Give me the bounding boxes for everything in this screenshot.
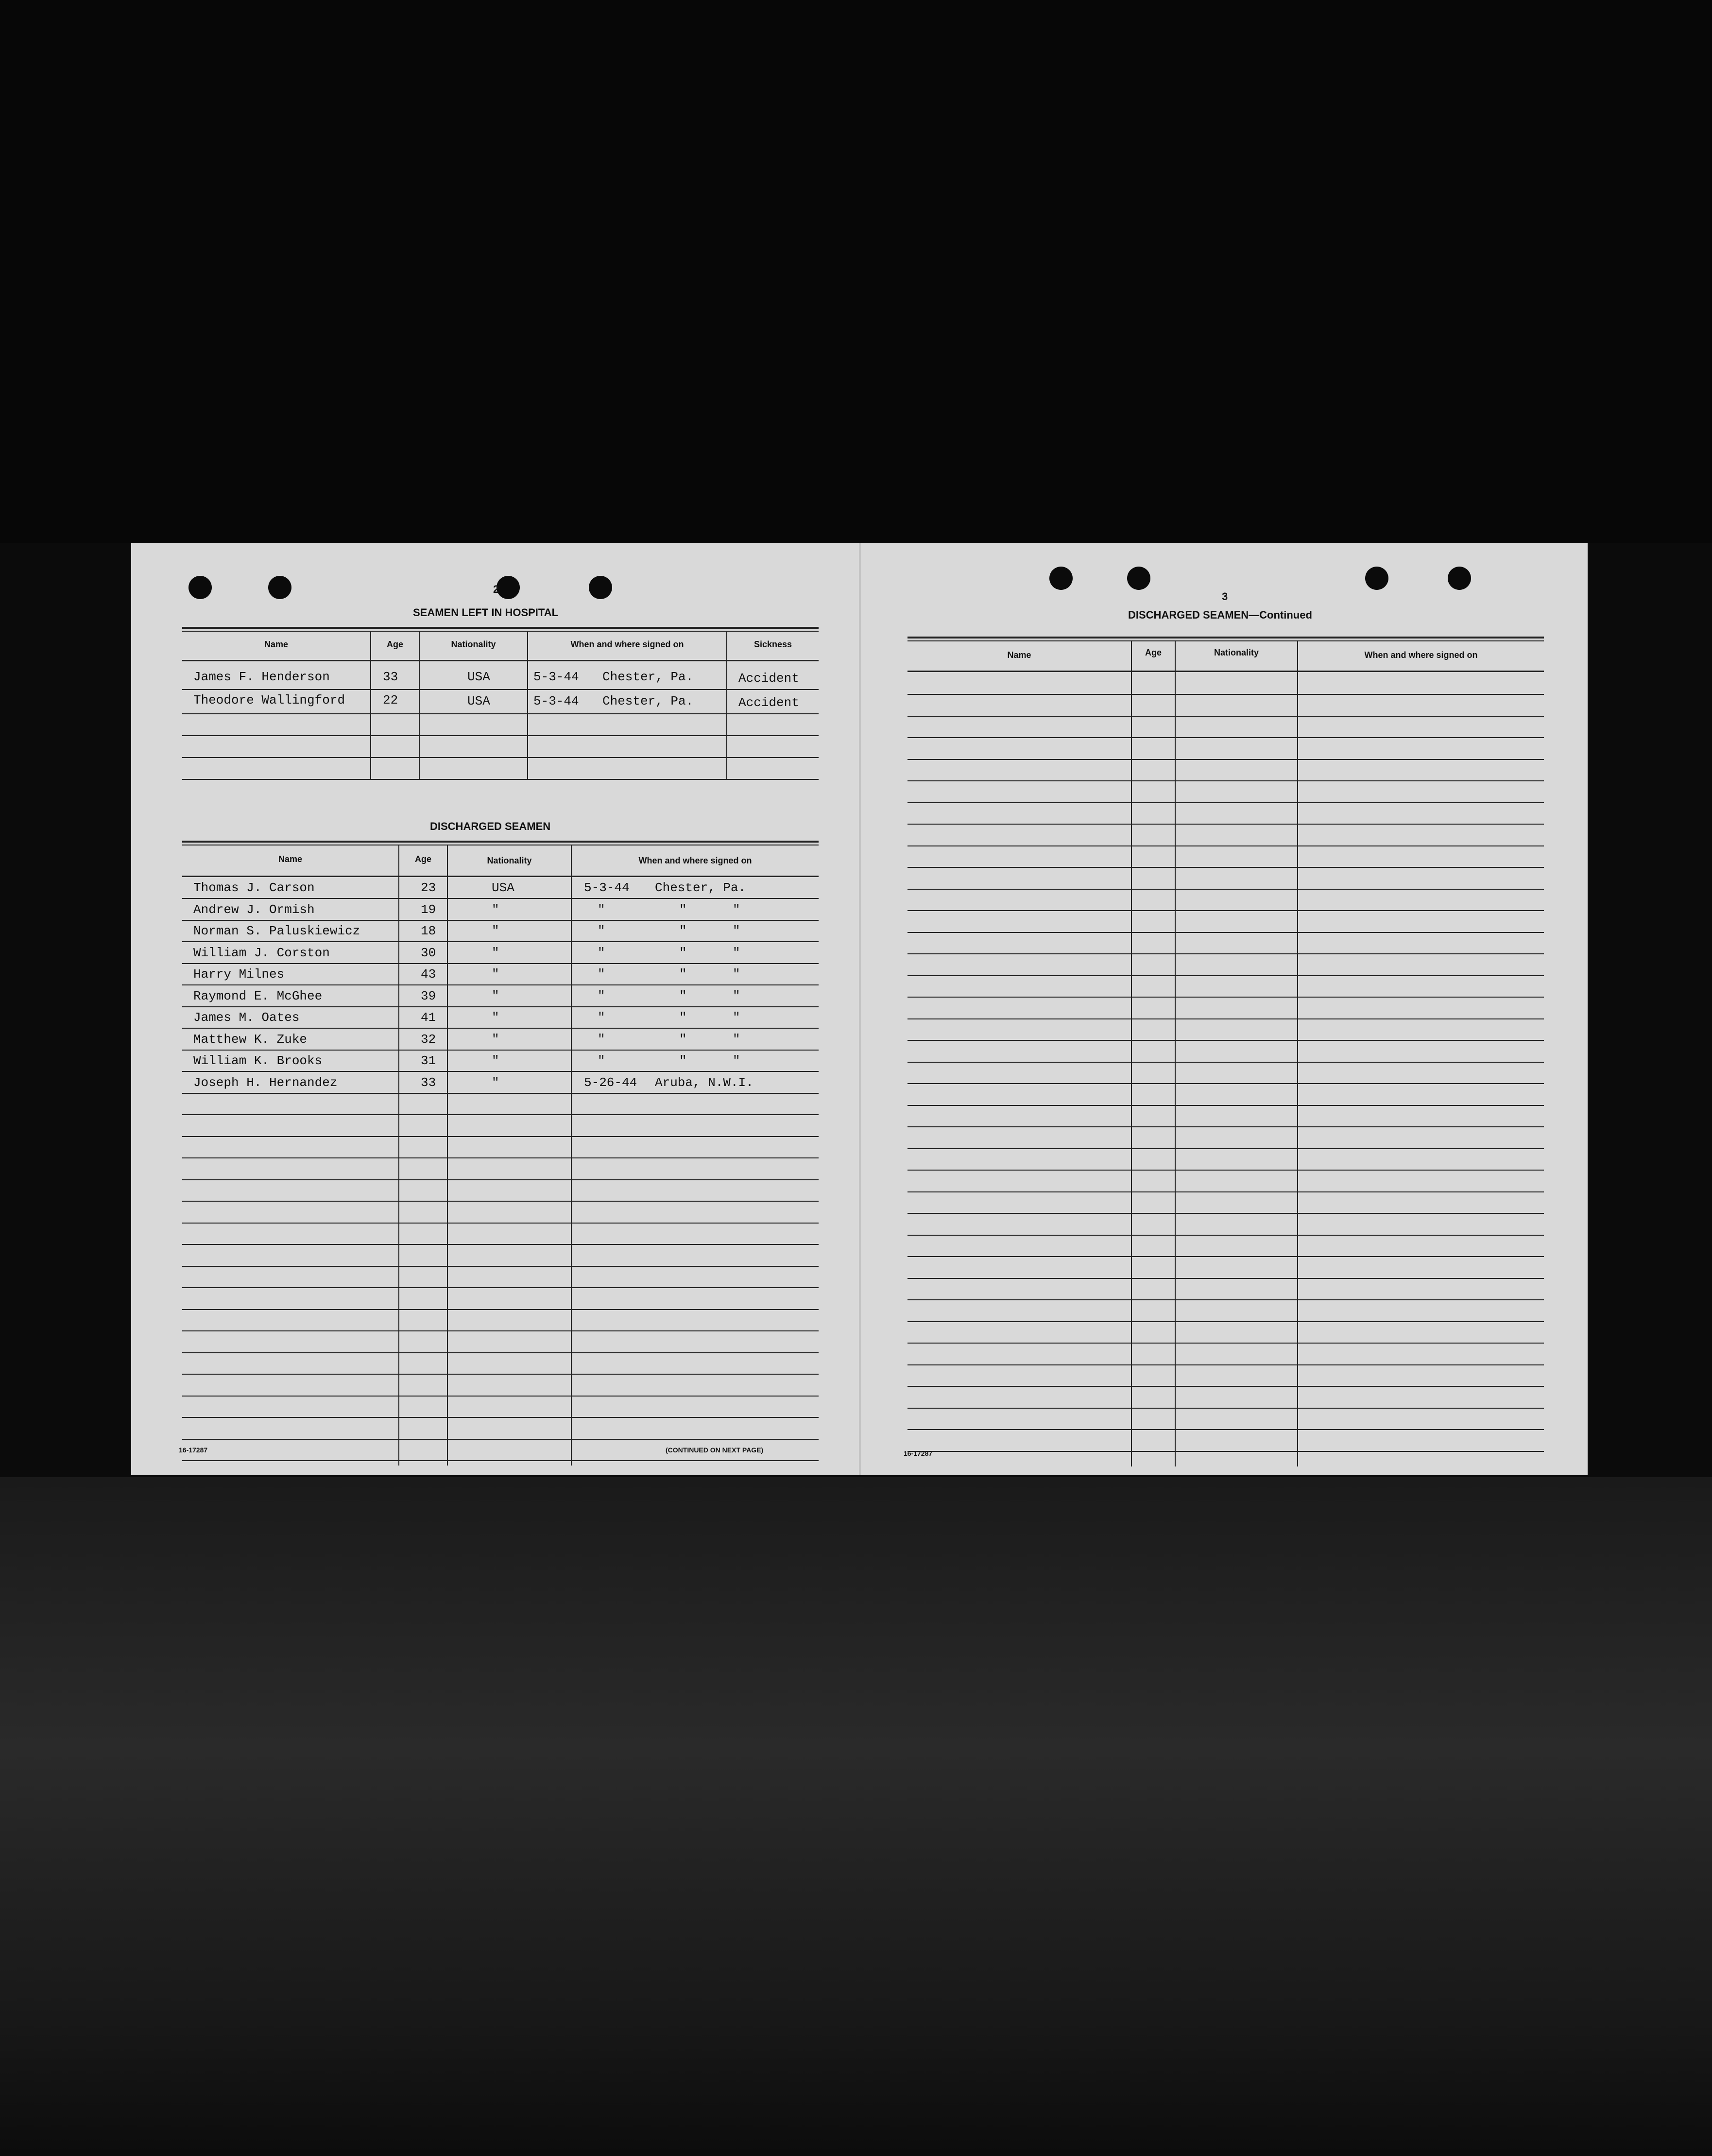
signed-on-place: Chester, Pa. (655, 880, 746, 895)
seaman-name: James M. Oates (193, 1010, 300, 1025)
seaman-age: 33 (383, 670, 398, 684)
ruled-line (907, 845, 1544, 846)
signed-on-date: 5-3-44 (533, 694, 579, 708)
signed-on-place: Aruba, N.W.I. (655, 1075, 753, 1090)
ruled-line (907, 1148, 1544, 1149)
punch-hole (1448, 567, 1471, 590)
ruled-line (907, 1105, 1544, 1106)
seaman-nationality: " (492, 902, 499, 917)
signed-on-place: Chester, Pa. (602, 694, 694, 708)
punch-hole (589, 576, 612, 599)
signed-on-place-ditto: " (733, 1053, 740, 1068)
seaman-name: Harry Milnes (193, 967, 285, 982)
ruled-line (907, 1126, 1544, 1127)
ruled-line (182, 963, 819, 964)
signed-on-place-ditto: " (679, 1053, 687, 1068)
signed-on-place-ditto: " (733, 1010, 740, 1025)
ruled-line (182, 920, 819, 921)
ruled-line (907, 802, 1544, 803)
ruled-line (907, 1343, 1544, 1344)
col-header-nationality: Nationality (451, 639, 496, 649)
page-number-right: 3 (1222, 590, 1228, 603)
ruled-line (907, 1170, 1544, 1171)
ruled-line (907, 1429, 1544, 1430)
seaman-nationality: " (492, 946, 499, 960)
seaman-nationality: USA (467, 694, 490, 708)
ruled-line (907, 1386, 1544, 1387)
seaman-age: 41 (421, 1010, 436, 1025)
sickness: Accident (738, 695, 799, 710)
signed-on-date: " (598, 1053, 605, 1068)
signed-on-place-ditto: " (679, 946, 687, 960)
seaman-name: Joseph H. Hernandez (193, 1075, 338, 1090)
ruled-line (907, 716, 1544, 717)
ruled-line (182, 1460, 819, 1461)
signed-on-place-ditto: " (679, 902, 687, 917)
ruled-line (907, 1235, 1544, 1236)
ruled-line (182, 941, 819, 942)
seaman-age: 22 (383, 693, 398, 707)
seaman-nationality: USA (492, 880, 514, 895)
ruled-line (182, 1114, 819, 1115)
page-number-left: 2 (493, 583, 499, 595)
ruled-line (182, 1201, 819, 1202)
ruled-line (907, 1018, 1544, 1019)
seaman-age: 30 (421, 946, 436, 960)
signed-on-date: " (598, 989, 605, 1003)
scan-band-bottom (0, 1477, 1712, 2156)
col-header-sickness: Sickness (753, 639, 792, 649)
ruled-line (907, 1083, 1544, 1084)
seaman-age: 19 (421, 902, 436, 917)
form-number-right: 16-17287 (904, 1449, 933, 1457)
ruled-line (907, 1408, 1544, 1409)
continued-note: (CONTINUED ON NEXT PAGE) (666, 1446, 764, 1454)
seaman-nationality: " (492, 989, 499, 1003)
seaman-age: 43 (421, 967, 436, 982)
discharged-section-title: DISCHARGED SEAMEN (430, 820, 551, 832)
ruled-line (182, 1093, 819, 1094)
seaman-name: William K. Brooks (193, 1053, 323, 1068)
signed-on-date: 5-26-44 (584, 1075, 637, 1090)
signed-on-date: " (598, 1032, 605, 1047)
ruled-line (182, 1396, 819, 1397)
signed-on-date: 5-3-44 (584, 880, 630, 895)
ruled-line (182, 1287, 819, 1288)
ruled-line (907, 1364, 1544, 1365)
signed-on-date: " (598, 967, 605, 982)
ruled-line (182, 1071, 819, 1072)
signed-on-place-ditto: " (733, 967, 740, 982)
punch-hole (268, 576, 291, 599)
seaman-age: 39 (421, 989, 436, 1003)
col-header-when-where: When and where signed on (570, 639, 684, 649)
col-header-age: Age (1145, 648, 1162, 657)
ruled-line (907, 889, 1544, 890)
col-header-when-where: When and where signed on (1364, 650, 1478, 660)
ruled-line (907, 1062, 1544, 1063)
seaman-name: James F. Henderson (193, 670, 330, 684)
ruled-line (182, 1050, 819, 1051)
ruled-line (182, 1006, 819, 1007)
punch-hole (188, 576, 212, 599)
seaman-nationality: " (492, 967, 499, 982)
ruled-line (182, 898, 819, 899)
ruled-line (907, 1256, 1544, 1257)
signed-on-place-ditto: " (679, 989, 687, 1003)
col-header-age: Age (414, 854, 431, 864)
col-header-name: Name (278, 854, 303, 864)
ruled-line (907, 1191, 1544, 1192)
ruled-line (182, 1330, 819, 1331)
punch-hole (1049, 567, 1073, 590)
signed-on-date: " (598, 946, 605, 960)
ruled-line (182, 1244, 819, 1245)
ruled-line (907, 953, 1544, 954)
ruled-line (182, 1223, 819, 1224)
col-header-name: Name (264, 639, 289, 649)
form-number-left: 16-17287 (179, 1446, 208, 1454)
sickness: Accident (738, 671, 799, 686)
ruled-line (182, 1157, 819, 1158)
punch-hole (1365, 567, 1388, 590)
signed-on-date: " (598, 924, 605, 938)
col-header-age: Age (386, 639, 403, 649)
seaman-name: Theodore Wallingford (193, 693, 345, 707)
seaman-age: 31 (421, 1053, 436, 1068)
signed-on-place-ditto: " (733, 924, 740, 938)
ruled-line (182, 984, 819, 985)
signed-on-place-ditto: " (679, 1032, 687, 1047)
ruled-line (907, 1451, 1544, 1452)
seaman-name: William J. Corston (193, 946, 330, 960)
ruled-line (907, 737, 1544, 738)
ruled-line (907, 997, 1544, 998)
col-header-nationality: Nationality (487, 856, 532, 865)
ruled-line (907, 694, 1544, 695)
ruled-line (907, 932, 1544, 933)
signed-on-place-ditto: " (733, 902, 740, 917)
seaman-age: 32 (421, 1032, 436, 1047)
ruled-line (182, 1028, 819, 1029)
ruled-line (182, 1179, 819, 1180)
seaman-age: 23 (421, 880, 436, 895)
seaman-age: 33 (421, 1075, 436, 1090)
seaman-name: Norman S. Paluskiewicz (193, 924, 360, 938)
document-spread (131, 543, 1588, 1475)
signed-on-date: 5-3-44 (533, 670, 579, 684)
signed-on-place-ditto: " (679, 967, 687, 982)
page-fold (859, 543, 861, 1475)
signed-on-place-ditto: " (733, 946, 740, 960)
ruled-line (182, 1352, 819, 1353)
ruled-line (182, 1136, 819, 1137)
seaman-name: Raymond E. McGhee (193, 989, 323, 1003)
seaman-name: Andrew J. Ormish (193, 902, 315, 917)
ruled-line (182, 1266, 819, 1267)
signed-on-place-ditto: " (679, 1010, 687, 1025)
seaman-nationality: " (492, 924, 499, 938)
ruled-line (907, 1040, 1544, 1041)
ruled-line (907, 824, 1544, 825)
signed-on-date: " (598, 902, 605, 917)
ruled-line (907, 867, 1544, 868)
hospital-section-title: SEAMEN LEFT IN HOSPITAL (413, 606, 559, 619)
seaman-name: Thomas J. Carson (193, 880, 315, 895)
ruled-line (907, 1299, 1544, 1300)
ruled-line (907, 975, 1544, 976)
signed-on-place-ditto: " (733, 1032, 740, 1047)
ruled-line (907, 780, 1544, 781)
ruled-line (907, 1321, 1544, 1322)
seaman-nationality: " (492, 1075, 499, 1090)
ruled-line (907, 1278, 1544, 1279)
col-header-when-where: When and where signed on (638, 856, 752, 865)
ruled-line (182, 1439, 819, 1440)
punch-hole (1127, 567, 1150, 590)
col-header-name: Name (1007, 650, 1031, 660)
col-header-nationality: Nationality (1214, 648, 1259, 657)
signed-on-date: " (598, 1010, 605, 1025)
seaman-age: 18 (421, 924, 436, 938)
seaman-nationality: " (492, 1032, 499, 1047)
seaman-nationality: " (492, 1010, 499, 1025)
scan-band-top (0, 0, 1712, 543)
seaman-nationality: " (492, 1053, 499, 1068)
ruled-line (182, 1417, 819, 1418)
ruled-line (182, 1309, 819, 1310)
ruled-line (907, 910, 1544, 911)
discharged-continued-title: DISCHARGED SEAMEN—Continued (1128, 609, 1312, 621)
seaman-nationality: USA (467, 670, 490, 684)
signed-on-place: Chester, Pa. (602, 670, 694, 684)
punch-hole (496, 576, 520, 599)
ruled-line (907, 759, 1544, 760)
ruled-line (907, 1213, 1544, 1214)
signed-on-place-ditto: " (679, 924, 687, 938)
seaman-name: Matthew K. Zuke (193, 1032, 308, 1047)
ruled-line (182, 1374, 819, 1375)
signed-on-place-ditto: " (733, 989, 740, 1003)
